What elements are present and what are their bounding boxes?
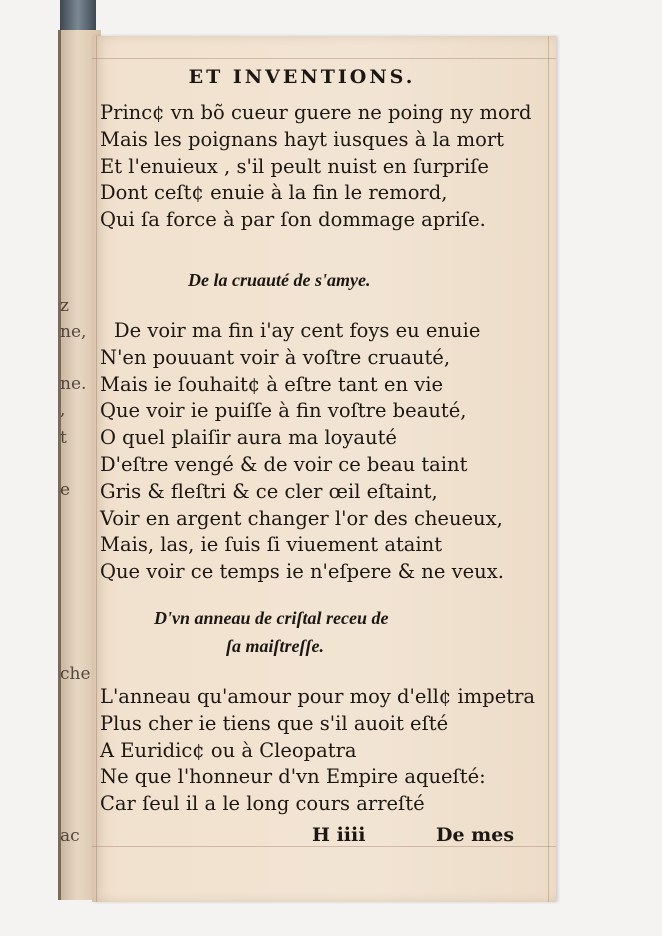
verse-line: L'anneau qu'amour pour moy d'ell¢ impetra [100, 685, 536, 708]
left-page-fragment: ne, [60, 322, 87, 342]
verse-line: Que voir ce temps ie n'eſpere & ne veux. [100, 560, 504, 584]
left-page-fragment: e [60, 480, 71, 500]
verse-line: N'en pouuant voir à voſtre cruauté, [100, 345, 451, 369]
stanza-3 [100, 684, 535, 818]
verse-line: De voir ma fin i'ay cent foys eu enuie [114, 319, 481, 342]
stanza-1 [100, 100, 532, 234]
signature-mark: H iiii [312, 824, 366, 846]
verse-line: Que voir ie puiſſe à fin voſtre beauté, [100, 399, 467, 423]
verse-line: Gris & fleſtri & ce cler œil eſtaint, [100, 479, 438, 503]
poem-title-1: De la cruauté de s'amye. [188, 270, 371, 290]
running-header: ET INVENTIONS. [188, 66, 416, 88]
verse-line: Et l'enuieux , s'il peult nuist en ſurpriſe [100, 154, 489, 178]
catchword: De mes [436, 824, 515, 846]
page-rule-bottom [92, 846, 556, 847]
verse-line: Ne que l'honneur d'vn Empire aqueſté: [100, 765, 486, 789]
left-page-fragment: t [60, 428, 67, 448]
verse-line: Mais, las, ie ſuis ſi viuement ataint [100, 533, 443, 557]
verse-line: Plus cher ie tiens que s'il auoit eſté [100, 711, 449, 735]
left-page-fragment: ac [60, 826, 80, 846]
verse-line: O quel plaiſir aura ma loyauté [100, 426, 397, 450]
page-rule-left [96, 36, 97, 902]
stanza-2 [100, 318, 504, 586]
left-page-fragment: ne. [60, 374, 87, 394]
verse-line: Mais les poignans hayt iusques à la mort [100, 127, 505, 151]
left-page-fragment: che [60, 664, 91, 684]
left-page-fragment: z [60, 296, 69, 316]
book-page [92, 36, 556, 902]
verse-line: Dont ceſt¢ enuie à la fin le remord, [100, 181, 448, 205]
verse-line: Mais ie ſouhait¢ à eſtre tant en vie [100, 372, 444, 396]
page-rule-right [548, 36, 549, 902]
verse-line: A Euridic¢ ou à Cleopatra [100, 738, 357, 762]
verse-line: Voir en argent changer l'or des cheueux, [100, 506, 503, 530]
verse-line: Car ſeul il a le long cours arreſté [100, 792, 425, 816]
left-page-fragment: , [60, 400, 66, 420]
poem-title-2-line-1: D'vn anneau de criſtal receu de [154, 608, 389, 628]
verse-line: D'eſtre vengé & de voir ce beau taint [100, 452, 468, 476]
poem-title-2-line-2: ſa maiſtreſſe. [226, 636, 324, 656]
verse-line: Princ¢ vn bõ cueur guere ne poing ny mord [100, 101, 532, 124]
page-rule-top [92, 58, 556, 59]
verse-line: Qui ſa force à par ſon dommage apriſe. [100, 208, 486, 232]
